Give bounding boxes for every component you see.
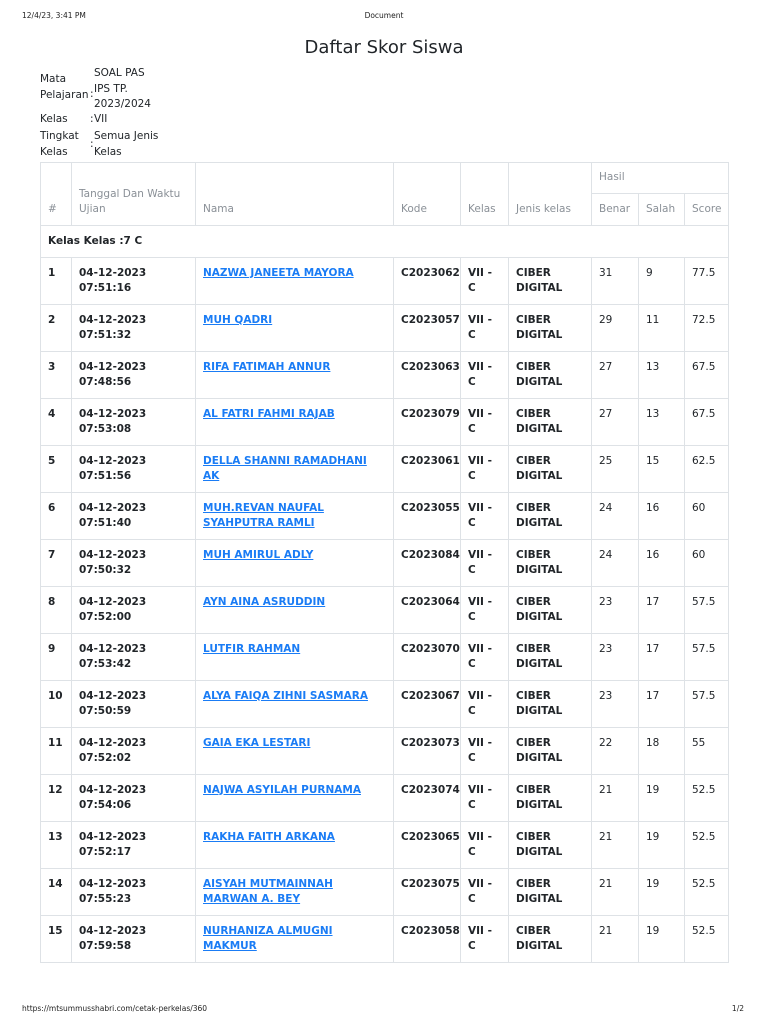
cell-jenis-kelas: CIBER DIGITAL — [509, 351, 592, 398]
cell-kode: C2023074 — [394, 774, 461, 821]
cell-kelas: VII - C — [461, 539, 509, 586]
cell-nama — [196, 492, 394, 539]
group-label: Kelas Kelas :7 C — [41, 225, 729, 257]
cell-salah: 19 — [639, 868, 685, 915]
cell-benar: 21 — [592, 774, 639, 821]
cell-no: 1 — [41, 257, 72, 304]
student-name-link[interactable]: AL FATRI FAHMI RAJAB — [203, 407, 335, 420]
table-row — [41, 257, 729, 304]
student-name-link[interactable]: DELLA SHANNI RAMADHANI AK — [203, 454, 367, 482]
cell-kode: C2023064 — [394, 586, 461, 633]
cell-kode: C2023084 — [394, 539, 461, 586]
cell-nama — [196, 821, 394, 868]
cell-jenis-kelas: CIBER DIGITAL — [509, 257, 592, 304]
cell-salah: 19 — [639, 774, 685, 821]
cell-jenis-kelas: CIBER DIGITAL — [509, 492, 592, 539]
cell-kelas: VII - C — [461, 586, 509, 633]
cell-kelas: VII - C — [461, 257, 509, 304]
cell-kelas: VII - C — [461, 821, 509, 868]
meta-kelas-value: VII — [94, 113, 108, 125]
cell-nama — [196, 868, 394, 915]
header-benar: Benar — [592, 194, 639, 226]
cell-kelas: VII - C — [461, 680, 509, 727]
cell-score: 52.5 — [685, 774, 729, 821]
meta-colon: : — [90, 113, 94, 125]
cell-jenis-kelas: CIBER DIGITAL — [509, 633, 592, 680]
table-row — [41, 680, 729, 727]
student-name-link[interactable]: GAIA EKA LESTARI — [203, 736, 311, 749]
cell-no: 3 — [41, 351, 72, 398]
meta-mata-pelajaran-label: Mata Pelajaran — [40, 73, 89, 101]
cell-tanggal: 04-12-2023 07:55:23 — [72, 868, 196, 915]
meta-tingkat-kelas-value: Semua Jenis Kelas — [94, 130, 159, 158]
table-row — [41, 633, 729, 680]
cell-tanggal: 04-12-2023 07:50:32 — [72, 539, 196, 586]
cell-salah: 19 — [639, 821, 685, 868]
cell-benar: 31 — [592, 257, 639, 304]
table-header — [41, 163, 729, 226]
cell-salah: 18 — [639, 727, 685, 774]
cell-salah: 17 — [639, 680, 685, 727]
cell-jenis-kelas: CIBER DIGITAL — [509, 680, 592, 727]
cell-kode: C2023075 — [394, 868, 461, 915]
cell-score: 52.5 — [685, 915, 729, 962]
student-name-link[interactable]: MUH QADRI — [203, 313, 273, 326]
cell-nama — [196, 774, 394, 821]
cell-benar: 21 — [592, 915, 639, 962]
header-jenis-kelas: Jenis kelas — [509, 163, 592, 226]
cell-kelas: VII - C — [461, 727, 509, 774]
cell-score: 57.5 — [685, 680, 729, 727]
cell-jenis-kelas: CIBER DIGITAL — [509, 821, 592, 868]
cell-no: 13 — [41, 821, 72, 868]
meta-colon: : — [90, 88, 94, 100]
cell-nama — [196, 351, 394, 398]
cell-tanggal: 04-12-2023 07:50:59 — [72, 680, 196, 727]
cell-salah: 17 — [639, 586, 685, 633]
header-score: Score — [685, 194, 729, 226]
cell-no: 8 — [41, 586, 72, 633]
student-name-link[interactable]: AYN AINA ASRUDDIN — [203, 595, 326, 608]
cell-nama — [196, 727, 394, 774]
cell-benar: 22 — [592, 727, 639, 774]
cell-jenis-kelas: CIBER DIGITAL — [509, 539, 592, 586]
cell-benar: 24 — [592, 539, 639, 586]
meta-tingkat-kelas-label: Tingkat Kelas — [40, 130, 79, 158]
cell-nama — [196, 915, 394, 962]
cell-salah: 16 — [639, 492, 685, 539]
table-row — [41, 727, 729, 774]
student-name-link[interactable]: LUTFIR RAHMAN — [203, 642, 301, 655]
cell-benar: 23 — [592, 586, 639, 633]
cell-tanggal: 04-12-2023 07:51:16 — [72, 257, 196, 304]
cell-benar: 27 — [592, 351, 639, 398]
header-salah: Salah — [639, 194, 685, 226]
cell-nama — [196, 304, 394, 351]
table-row — [41, 915, 729, 962]
cell-benar: 24 — [592, 492, 639, 539]
student-name-link[interactable]: MUH.REVAN NAUFAL SYAHPUTRA RAMLI — [203, 501, 324, 529]
cell-kode: C2023062 — [394, 257, 461, 304]
cell-jenis-kelas: CIBER DIGITAL — [509, 868, 592, 915]
cell-tanggal: 04-12-2023 07:51:56 — [72, 445, 196, 492]
cell-tanggal: 04-12-2023 07:48:56 — [72, 351, 196, 398]
cell-jenis-kelas: CIBER DIGITAL — [509, 445, 592, 492]
cell-score: 67.5 — [685, 398, 729, 445]
table-row — [41, 539, 729, 586]
meta-mata-pelajaran-value: SOAL PAS IPS TP. 2023/2024 — [94, 67, 151, 110]
cell-no: 10 — [41, 680, 72, 727]
cell-tanggal: 04-12-2023 07:54:06 — [72, 774, 196, 821]
student-name-link[interactable]: MUH AMIRUL ADLY — [203, 548, 314, 561]
cell-kode: C2023073 — [394, 727, 461, 774]
cell-nama — [196, 398, 394, 445]
cell-score: 57.5 — [685, 586, 729, 633]
cell-nama — [196, 680, 394, 727]
cell-benar: 25 — [592, 445, 639, 492]
cell-score: 62.5 — [685, 445, 729, 492]
cell-kelas: VII - C — [461, 492, 509, 539]
cell-kelas: VII - C — [461, 915, 509, 962]
cell-score: 72.5 — [685, 304, 729, 351]
cell-no: 14 — [41, 868, 72, 915]
cell-benar: 27 — [592, 398, 639, 445]
cell-kode: C2023055 — [394, 492, 461, 539]
cell-benar: 29 — [592, 304, 639, 351]
cell-no: 5 — [41, 445, 72, 492]
student-name-link[interactable]: NAJWA ASYILAH PURNAMA — [203, 783, 361, 796]
table-row — [41, 445, 729, 492]
cell-nama — [196, 539, 394, 586]
cell-kode: C2023070 — [394, 633, 461, 680]
cell-nama — [196, 586, 394, 633]
cell-tanggal: 04-12-2023 07:51:32 — [72, 304, 196, 351]
cell-kelas: VII - C — [461, 774, 509, 821]
table-row — [41, 774, 729, 821]
cell-benar: 23 — [592, 680, 639, 727]
student-name-link[interactable]: AISYAH MUTMAINNAH MARWAN A. BEY — [203, 877, 333, 905]
header-tanggal: Tanggal Dan Waktu Ujian — [72, 163, 196, 226]
table-row — [41, 398, 729, 445]
cell-jenis-kelas: CIBER DIGITAL — [509, 915, 592, 962]
header-kelas: Kelas — [461, 163, 509, 226]
cell-tanggal: 04-12-2023 07:51:40 — [72, 492, 196, 539]
cell-jenis-kelas: CIBER DIGITAL — [509, 774, 592, 821]
score-table — [40, 162, 729, 963]
cell-kode: C2023061 — [394, 445, 461, 492]
table-row — [41, 821, 729, 868]
student-name-link[interactable]: NAZWA JANEETA MAYORA — [203, 266, 354, 279]
table-row — [41, 868, 729, 915]
header-no: # — [41, 163, 72, 226]
cell-no: 15 — [41, 915, 72, 962]
cell-score: 52.5 — [685, 868, 729, 915]
cell-jenis-kelas: CIBER DIGITAL — [509, 586, 592, 633]
cell-kode: C2023067 — [394, 680, 461, 727]
cell-salah: 9 — [639, 257, 685, 304]
cell-salah: 13 — [639, 398, 685, 445]
student-name-link[interactable]: RAKHA FAITH ARKANA — [203, 830, 335, 843]
cell-kode: C2023079 — [394, 398, 461, 445]
cell-score: 55 — [685, 727, 729, 774]
cell-no: 9 — [41, 633, 72, 680]
cell-score: 57.5 — [685, 633, 729, 680]
cell-benar: 21 — [592, 821, 639, 868]
cell-no: 4 — [41, 398, 72, 445]
cell-benar: 21 — [592, 868, 639, 915]
page-title: Daftar Skor Siswa — [304, 37, 464, 58]
cell-salah: 13 — [639, 351, 685, 398]
cell-salah: 19 — [639, 915, 685, 962]
cell-kode: C2023057 — [394, 304, 461, 351]
student-name-link[interactable]: NURHANIZA ALMUGNI MAKMUR — [203, 924, 333, 952]
cell-tanggal: 04-12-2023 07:52:02 — [72, 727, 196, 774]
cell-kelas: VII - C — [461, 633, 509, 680]
cell-salah: 15 — [639, 445, 685, 492]
cell-kode: C2023058 — [394, 915, 461, 962]
cell-nama — [196, 445, 394, 492]
group-row — [41, 225, 729, 257]
cell-kode: C2023065 — [394, 821, 461, 868]
cell-score: 52.5 — [685, 821, 729, 868]
cell-salah: 17 — [639, 633, 685, 680]
cell-jenis-kelas: CIBER DIGITAL — [509, 727, 592, 774]
cell-no: 12 — [41, 774, 72, 821]
meta-colon: : — [90, 138, 94, 150]
cell-score: 77.5 — [685, 257, 729, 304]
print-page-number: 1/2 — [731, 1004, 744, 1013]
table-row — [41, 304, 729, 351]
header-kode: Kode — [394, 163, 461, 226]
cell-kelas: VII - C — [461, 351, 509, 398]
cell-kelas: VII - C — [461, 398, 509, 445]
cell-no: 11 — [41, 727, 72, 774]
cell-jenis-kelas: CIBER DIGITAL — [509, 398, 592, 445]
meta-kelas-label: Kelas — [40, 113, 68, 125]
cell-score: 60 — [685, 539, 729, 586]
cell-salah: 11 — [639, 304, 685, 351]
student-name-link[interactable]: ALYA FAIQA ZIHNI SASMARA — [203, 689, 368, 702]
cell-salah: 16 — [639, 539, 685, 586]
cell-nama — [196, 633, 394, 680]
cell-tanggal: 04-12-2023 07:53:42 — [72, 633, 196, 680]
cell-no: 7 — [41, 539, 72, 586]
cell-kelas: VII - C — [461, 304, 509, 351]
header-nama: Nama — [196, 163, 394, 226]
print-datetime: 12/4/23, 3:41 PM — [22, 11, 86, 20]
cell-no: 2 — [41, 304, 72, 351]
cell-kelas: VII - C — [461, 868, 509, 915]
cell-tanggal: 04-12-2023 07:59:58 — [72, 915, 196, 962]
cell-no: 6 — [41, 492, 72, 539]
cell-jenis-kelas: CIBER DIGITAL — [509, 304, 592, 351]
cell-score: 67.5 — [685, 351, 729, 398]
cell-tanggal: 04-12-2023 07:52:17 — [72, 821, 196, 868]
cell-benar: 23 — [592, 633, 639, 680]
student-name-link[interactable]: RIFA FATIMAH ANNUR — [203, 360, 331, 373]
cell-score: 60 — [685, 492, 729, 539]
cell-nama — [196, 257, 394, 304]
cell-tanggal: 04-12-2023 07:52:00 — [72, 586, 196, 633]
header-hasil: Hasil — [592, 163, 729, 194]
cell-tanggal: 04-12-2023 07:53:08 — [72, 398, 196, 445]
cell-kode: C2023063 — [394, 351, 461, 398]
table-row — [41, 351, 729, 398]
print-url: https://mtsummusshabri.com/cetak-perkelas/360 — [22, 1004, 208, 1013]
table-body — [41, 225, 729, 962]
cell-kelas: VII - C — [461, 445, 509, 492]
print-document-title: Document — [364, 11, 404, 20]
table-row — [41, 492, 729, 539]
table-row — [41, 586, 729, 633]
